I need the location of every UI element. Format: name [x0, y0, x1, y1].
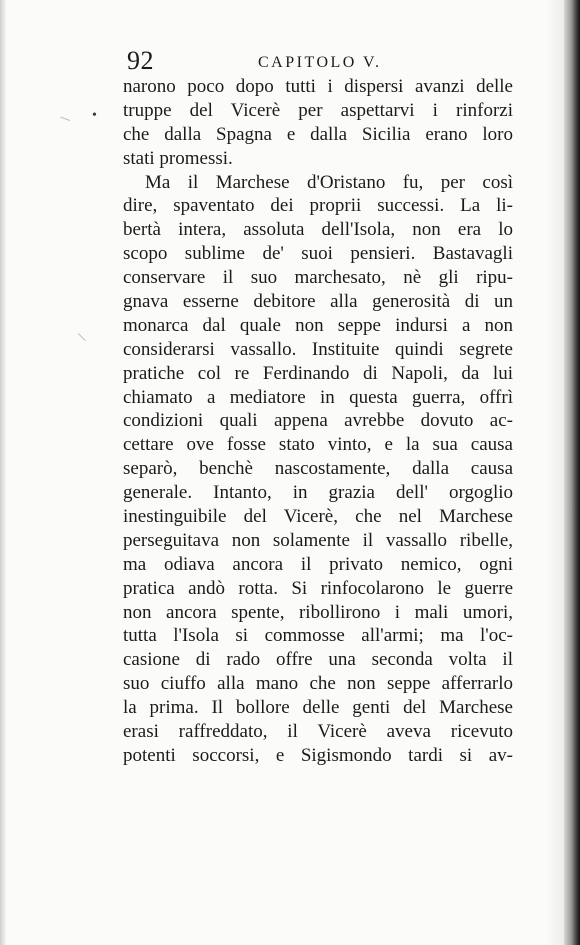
text-line: chiamato a mediatore in questa guerra, offrì [123, 386, 513, 408]
book-spine [564, 0, 580, 945]
text-line: cettare ove fosse stato vinto, e la sua causa [123, 434, 513, 456]
text-line: ma odiava ancora il privato nemico, ogni [123, 553, 513, 575]
text-line: monarca dal quale non seppe indursi a non [123, 314, 513, 336]
ink-speck: • [92, 108, 97, 123]
running-head [123, 46, 513, 76]
text-line: dire, spaventato dei proprii successi. La li- [123, 195, 513, 217]
text-line: inestinguibile del Vicerè, che nel Marchese [123, 506, 513, 528]
page-number: 92 [127, 46, 154, 75]
text-line: gnava esserne debitore alla generosità di un [123, 291, 513, 313]
text-line: pratiche col re Ferdinando di Napoli, da lui [123, 362, 513, 384]
text-line: bertà intera, assoluta dell'Isola, non era lo [123, 219, 513, 241]
text-line: scopo sublime de' suoi pensieri. Bastavagli [123, 243, 513, 265]
ink-stroke: ─ [57, 110, 73, 129]
gutter-shadow [546, 0, 564, 945]
text-line: generale. Intanto, in grazia dell' orgoglio [123, 482, 513, 504]
text-line: tutta l'Isola si commosse all'armi; ma l'oc- [123, 625, 513, 647]
text-line: truppe del Vicerè per aspettarvi i rinforzi [123, 99, 513, 121]
text-line: separò, benchè nascostamente, dalla causa [123, 458, 513, 480]
chapter-title: CAPITOLO V. [258, 54, 382, 71]
text-line: erasi raffreddato, il Vicerè aveva ricevuto [123, 721, 513, 743]
body-text [123, 75, 513, 768]
text-line: conservare il suo marchesato, nè gli ripu- [123, 267, 513, 289]
text-line: condizioni quali appena avrebbe dovuto ac- [123, 410, 513, 432]
ink-stroke: ─ [72, 328, 91, 347]
text-line: suo ciuffo alla mano che non seppe afferrarlo [123, 673, 513, 695]
text-line: potenti soccorsi, e Sigismondo tardi si av- [123, 744, 513, 766]
text-line: non ancora spente, ribollirono i mali umori, [123, 601, 513, 623]
text-line: casione di rado offre una seconda volta il [123, 649, 513, 671]
text-line: perseguitava non solamente il vassallo ribelle, [123, 529, 513, 551]
text-line: stati promessi. [123, 147, 233, 169]
page-left-edge [0, 0, 6, 945]
text-line: Ma il Marchese d'Oristano fu, per così [145, 171, 513, 193]
text-line: considerarsi vassallo. Instituite quindi segrete [123, 338, 513, 360]
text-line: la prima. Il bollore delle genti del Marchese [123, 697, 513, 719]
text-line: che dalla Spagna e dalla Sicilia erano loro [123, 123, 513, 145]
text-line: pratica andò rotta. Si rinfocolarono le guerre [123, 577, 513, 599]
text-line: narono poco dopo tutti i dispersi avanzi delle [123, 76, 513, 97]
